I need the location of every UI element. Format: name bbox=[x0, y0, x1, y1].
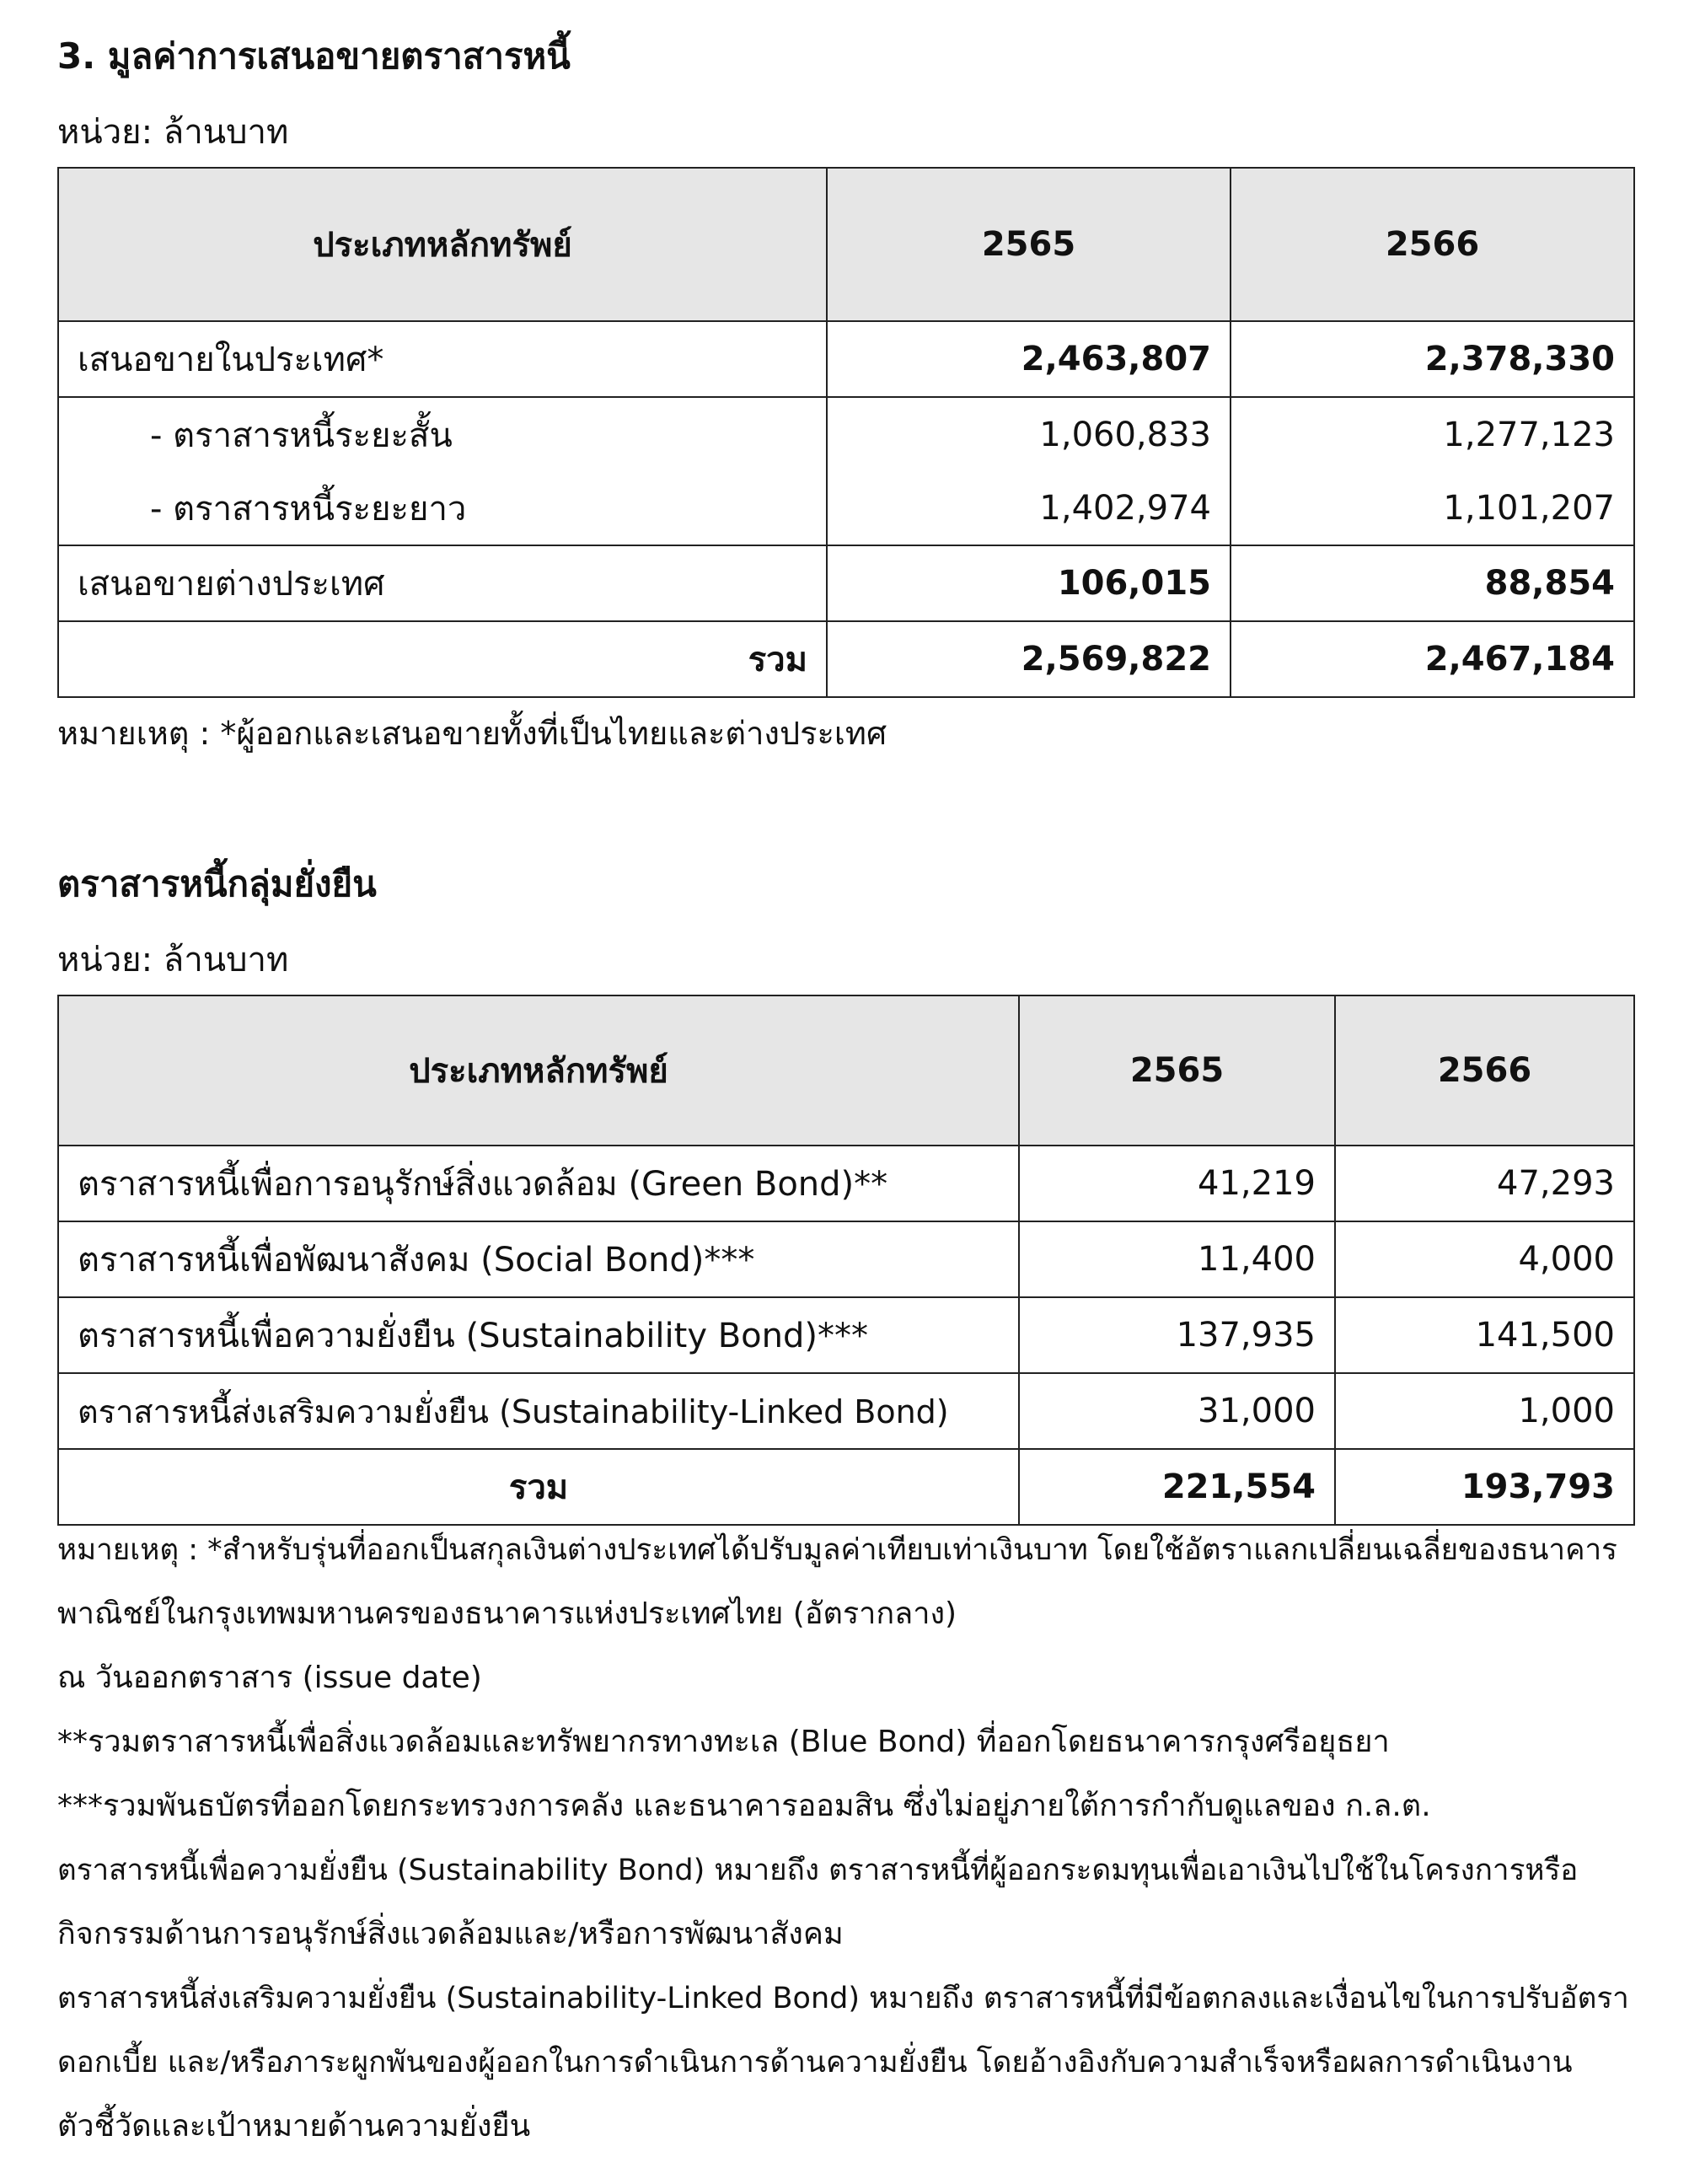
row-value-2566: 1,101,207 bbox=[1231, 471, 1634, 545]
row-label: - ตราสารหนี้ระยะยาว bbox=[58, 471, 827, 545]
total-label: รวม bbox=[58, 621, 827, 697]
row-value-2565: 137,935 bbox=[1019, 1297, 1335, 1373]
note-line: พาณิชย์ในกรุงเทพมหานครของธนาคารแห่งประเทศไทย (อัตรากลาง) bbox=[57, 1596, 957, 1631]
row-value-2565: 106,015 bbox=[827, 545, 1231, 621]
row-value-2566: 4,000 bbox=[1335, 1221, 1634, 1297]
row-value-2566: 1,277,123 bbox=[1231, 397, 1634, 471]
note-line: ตราสารหนี้ส่งเสริมความยั่งยืน (Sustainability-Linked Bond) หมายถึง ตราสารหนี้ที่มีข้อตกลงและเงื่อนไขในการปรับอัตรา bbox=[57, 1982, 1629, 2015]
table-row bbox=[58, 471, 1634, 545]
table-row bbox=[58, 397, 1634, 471]
note-line: ณ วันออกตราสาร (issue date) bbox=[57, 1661, 482, 1695]
table-row bbox=[58, 1297, 1634, 1373]
note-line: **รวมตราสารหนี้เพื่อสิ่งแวดล้อมและทรัพยากรทางทะเล (Blue Bond) ที่ออกโดยธนาคารกรุงศรีอยุธยา bbox=[57, 1725, 1390, 1759]
total-value-2566: 2,467,184 bbox=[1231, 621, 1634, 697]
row-value-2565: 1,060,833 bbox=[827, 397, 1231, 471]
total-value-2565: 221,554 bbox=[1019, 1449, 1335, 1525]
note-line: ตัวชี้วัดและเป้าหมายด้านความยั่งยืน bbox=[57, 2109, 531, 2144]
table-row bbox=[58, 545, 1634, 621]
section2-unit: หน่วย: ล้านบาท bbox=[57, 941, 289, 979]
table-header-row bbox=[58, 995, 1634, 1146]
total-row bbox=[58, 621, 1634, 697]
table-row bbox=[58, 1146, 1634, 1221]
header-security-type: ประเภทหลักทรัพย์ bbox=[58, 168, 827, 321]
header-security-type: ประเภทหลักทรัพย์ bbox=[58, 995, 1019, 1146]
section2-notes bbox=[57, 1530, 1659, 2171]
total-row bbox=[58, 1449, 1634, 1525]
table-row bbox=[58, 321, 1634, 397]
row-value-2565: 41,219 bbox=[1019, 1146, 1335, 1221]
row-label: - ตราสารหนี้ระยะสั้น bbox=[58, 397, 827, 471]
row-value-2566: 47,293 bbox=[1335, 1146, 1634, 1221]
total-value-2566: 193,793 bbox=[1335, 1449, 1634, 1525]
row-value-2566: 1,000 bbox=[1335, 1373, 1634, 1449]
header-2565: 2565 bbox=[1019, 995, 1335, 1146]
note-line: ตราสารหนี้เพื่อความยั่งยืน (Sustainability Bond) หมายถึง ตราสารหนี้ที่ผู้ออกระดมทุนเพื่อเอาเงินไปใช้ในโครงการหรือ bbox=[57, 1854, 1579, 1887]
row-label: เสนอขายในประเทศ* bbox=[58, 321, 827, 397]
issuance-table bbox=[57, 167, 1635, 698]
row-value-2566: 88,854 bbox=[1231, 545, 1634, 621]
note-line: หมายเหตุ : *สำหรับรุ่นที่ออกเป็นสกุลเงินต่างประเทศได้ปรับมูลค่าเทียบเท่าเงินบาท โดยใช้อัตราแลกเปลี่ยนเฉลี่ยของธนาคาร bbox=[57, 1533, 1617, 1567]
section2-title: ตราสารหนี้กลุ่มยั่งยืน bbox=[57, 863, 377, 904]
row-label: เสนอขายต่างประเทศ bbox=[58, 545, 827, 621]
total-label: รวม bbox=[58, 1449, 1019, 1525]
row-value-2565: 11,400 bbox=[1019, 1221, 1335, 1297]
row-label: ตราสารหนี้ส่งเสริมความยั่งยืน (Sustainability-Linked Bond) bbox=[58, 1373, 1019, 1449]
row-label: ตราสารหนี้เพื่อพัฒนาสังคม (Social Bond)*** bbox=[58, 1221, 1019, 1297]
header-2565: 2565 bbox=[827, 168, 1231, 321]
header-2566: 2566 bbox=[1231, 168, 1634, 321]
total-value-2565: 2,569,822 bbox=[827, 621, 1231, 697]
row-value-2565: 31,000 bbox=[1019, 1373, 1335, 1449]
section1-unit: หน่วย: ล้านบาท bbox=[57, 113, 289, 152]
row-label: ตราสารหนี้เพื่อความยั่งยืน (Sustainability Bond)*** bbox=[58, 1297, 1019, 1373]
row-label: ตราสารหนี้เพื่อการอนุรักษ์สิ่งแวดล้อม (Green Bond)** bbox=[58, 1146, 1019, 1221]
note-line: ***รวมพันธบัตรที่ออกโดยกระทรวงการคลัง และธนาคารออมสิน ซึ่งไม่อยู่ภายใต้การกำกับดูแลของ ก.ล.ต. bbox=[57, 1789, 1431, 1823]
note-line: กิจกรรมด้านการอนุรักษ์สิ่งแวดล้อมและ/หรือการพัฒนาสังคม bbox=[57, 1917, 844, 1951]
row-value-2565: 1,402,974 bbox=[827, 471, 1231, 545]
note-line: ดอกเบี้ย และ/หรือภาระผูกพันของผู้ออกในการดำเนินการด้านความยั่งยืน โดยอ้างอิงกับความสำเร็จหรือผลการดำเนินงาน bbox=[57, 2046, 1573, 2079]
row-value-2565: 2,463,807 bbox=[827, 321, 1231, 397]
row-value-2566: 141,500 bbox=[1335, 1297, 1634, 1373]
table-row bbox=[58, 1221, 1634, 1297]
sustainable-bond-table bbox=[57, 995, 1635, 1526]
table-row bbox=[58, 1373, 1634, 1449]
section1-note: หมายเหตุ : *ผู้ออกและเสนอขายทั้งที่เป็นไทยและต่างประเทศ bbox=[57, 715, 887, 752]
header-2566: 2566 bbox=[1335, 995, 1634, 1146]
section1-title: 3. มูลค่าการเสนอขายตราสารหนี้ bbox=[57, 35, 571, 77]
table-header-row bbox=[58, 168, 1634, 321]
row-value-2566: 2,378,330 bbox=[1231, 321, 1634, 397]
